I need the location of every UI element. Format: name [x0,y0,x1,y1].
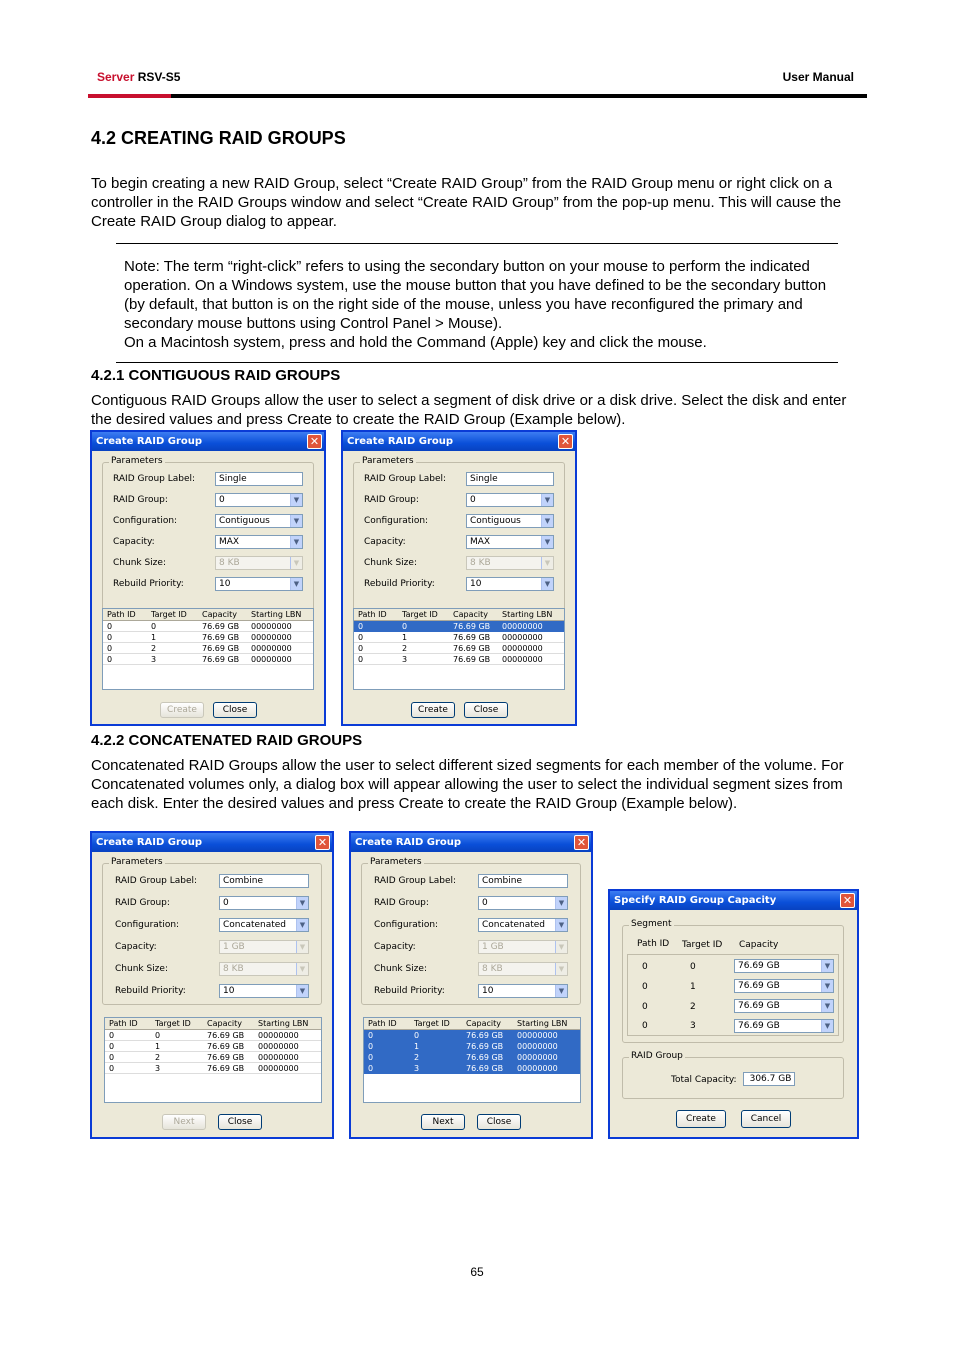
parameters-label: Parameters [362,456,414,466]
parameters-label: Parameters [111,456,163,466]
chunk-size-select: 8 KB ▼ [478,962,568,976]
dialog-title: Specify RAID Group Capacity [614,895,777,906]
raid-group-group [622,1051,844,1099]
parameters-label: Parameters [111,857,163,867]
raid-group-label-label: RAID Group Label: [113,474,196,484]
segment-capacity-select[interactable]: 76.69 GB ▼ [734,959,834,973]
note-text-mac: On a Macintosh system, press and hold the Command (Apple) key and click the mouse. [124,334,707,351]
capacity-label: Capacity: [113,537,155,547]
parameters-label: Parameters [370,857,422,867]
chevron-down-icon[interactable]: ▼ [541,515,553,527]
create-raid-dialog-contiguous-1 [90,430,326,726]
close-button[interactable]: Close [213,702,257,718]
chevron-down-icon[interactable]: ▼ [555,985,567,997]
chevron-down-icon: ▼ [555,941,567,953]
chevron-down-icon[interactable]: ▼ [541,578,553,590]
capacity-label: Capacity: [115,942,157,952]
table-row-selected[interactable]: 0 0 76.69 GB 00000000 [364,1030,580,1041]
parameters-group [353,456,565,626]
segment-capacity-select[interactable]: 76.69 GB ▼ [734,999,834,1013]
close-button[interactable]: Close [464,702,508,718]
dialog-title: Create RAID Group [347,436,454,447]
table-row-selected[interactable]: 0 1 76.69 GB 00000000 [364,1041,580,1052]
create-raid-dialog-concatenated-2 [349,831,593,1139]
dialog-titlebar [92,833,332,852]
total-capacity-value: 306.7 GB [743,1072,795,1086]
table-row[interactable]: 0 2 76.69 GB 00000000 [103,643,313,654]
col-path-id: Path ID [637,939,670,949]
configuration-select[interactable]: Concatenated ▼ [478,918,568,932]
configuration-label: Configuration: [374,920,439,930]
raid-group-select[interactable]: 0 ▼ [219,896,309,910]
chevron-down-icon[interactable]: ▼ [296,985,308,997]
dialog-title: Create RAID Group [96,837,203,848]
table-row-selected[interactable]: 0 0 76.69 GB 00000000 [354,621,564,632]
rebuild-priority-select[interactable]: 10 ▼ [466,577,554,591]
chunk-size-label: Chunk Size: [364,558,417,568]
raid-group-label-label: RAID Group Label: [115,876,198,886]
rebuild-priority-select[interactable]: 10 ▼ [215,577,303,591]
raid-group-label-input[interactable]: Combine [478,874,568,888]
chevron-down-icon[interactable]: ▼ [541,494,553,506]
segment-capacity-select[interactable]: 76.69 GB ▼ [734,1019,834,1033]
create-button[interactable]: Create [676,1110,726,1128]
chevron-down-icon[interactable]: ▼ [290,515,302,527]
chunk-size-label: Chunk Size: [113,558,166,568]
table-row[interactable]: 0 0 76.69 GB 00000000 [103,621,313,632]
header-brand: Server [97,70,135,84]
chevron-down-icon[interactable]: ▼ [821,1020,833,1032]
capacity-label: Capacity: [374,942,416,952]
raid-group-label-label: RAID Group Label: [364,474,447,484]
raid-group-select[interactable]: 0 ▼ [466,493,554,507]
table-row[interactable]: 0 1 76.69 GB 00000000 [105,1041,321,1052]
note-box [124,257,834,352]
raid-group-label-label: RAID Group Label: [374,876,457,886]
rebuild-priority-label: Rebuild Priority: [115,986,186,996]
col-target-id: Target ID [682,940,723,950]
table-row[interactable]: 0 3 76.69 GB 00000000 [354,654,564,665]
chunk-size-label: Chunk Size: [115,964,168,974]
close-button[interactable]: Close [218,1114,262,1130]
rebuild-priority-label: Rebuild Priority: [364,579,435,589]
chevron-down-icon[interactable]: ▼ [541,536,553,548]
disk-list-header: Path ID Target ID Capacity Starting LBN [105,1018,321,1030]
header-rule-accent [88,94,171,98]
chevron-down-icon[interactable]: ▼ [555,897,567,909]
intro-paragraph: To begin creating a new RAID Group, select “Create RAID Group” from the RAID Group menu or right click on a controller in the RAID Groups window and select “Create RAID Group” from the pop-up menu. This will cause the Create RAID Group dialog to appear. [91,175,842,230]
chunk-size-select: 8 KB ▼ [219,962,309,976]
table-row-selected[interactable]: 0 3 76.69 GB 00000000 [364,1063,580,1074]
chevron-down-icon: ▼ [290,557,302,569]
table-row-selected[interactable]: 0 2 76.69 GB 00000000 [364,1052,580,1063]
next-button[interactable]: Next [421,1114,465,1130]
configuration-select[interactable]: Contiguous ▼ [215,514,303,528]
segment-list: 0 0 76.69 GB ▼ 0 1 76.69 GB ▼ 0 2 76.69 GB ▼ 0 3 76.69 GB ▼ [627,954,839,1036]
create-raid-dialog-concatenated-1 [90,831,334,1139]
close-icon[interactable]: ✕ [558,434,573,449]
chevron-down-icon[interactable]: ▼ [821,1000,833,1012]
create-button: Create [160,702,204,718]
parameters-group [361,857,581,1005]
capacity-select: 1 GB ▼ [478,940,568,954]
disk-list-header: Path ID Target ID Capacity Starting LBN [354,609,564,621]
table-row[interactable]: 0 2 76.69 GB 00000000 [105,1052,321,1063]
chevron-down-icon[interactable]: ▼ [555,919,567,931]
contiguous-title: 4.2.1 CONTIGUOUS RAID GROUPS [91,367,341,384]
close-icon[interactable]: ✕ [574,835,589,850]
note-text: Note: The term “right-click” refers to using the secondary button on your mouse to perform the indicated operation. On a Windows system, use the mouse button that you have defined to be the secondary button (by default, that button is on the right side of the mouse, unless you have reconfigured the primary and secondary mouse buttons using Control Panel > Mouse). [124,258,827,332]
disk-list[interactable] [353,608,565,690]
table-row[interactable]: 0 3 76.69 GB 00000000 [105,1063,321,1074]
contiguous-paragraph: Contiguous RAID Groups allow the user to select a segment of disk drive or a disk drive. Select the disk and enter the desired values and press Create to create the RAID Group (Example below). [91,392,847,428]
next-button: Next [162,1114,206,1130]
capacity-select[interactable]: MAX ▼ [215,535,303,549]
parameters-group [102,857,322,1005]
table-row[interactable]: 0 0 76.69 GB 00000000 [105,1030,321,1041]
chevron-down-icon: ▼ [296,941,308,953]
chevron-down-icon[interactable]: ▼ [290,494,302,506]
close-icon[interactable]: ✕ [307,434,322,449]
segment-label: Segment [631,919,672,929]
dialog-titlebar [610,891,857,910]
raid-group-label: RAID Group: [374,898,429,908]
chevron-down-icon[interactable]: ▼ [296,897,308,909]
rebuild-priority-label: Rebuild Priority: [113,579,184,589]
configuration-select[interactable]: Contiguous ▼ [466,514,554,528]
parameters-group [102,456,314,626]
raid-group-label-input[interactable]: Single [215,472,303,486]
raid-group-label: RAID Group [631,1051,683,1061]
dialog-titlebar [92,432,324,451]
section-title: 4.2 CREATING RAID GROUPS [91,128,346,148]
table-row[interactable]: 0 1 76.69 GB 00000000 [354,632,564,643]
note-rule-bottom [116,362,838,363]
note-rule-top [116,243,838,244]
raid-group-select[interactable]: 0 ▼ [478,896,568,910]
segment-capacity-select[interactable]: 76.69 GB ▼ [734,979,834,993]
chevron-down-icon: ▼ [555,963,567,975]
create-button[interactable]: Create [411,702,455,718]
dialog-titlebar [343,432,575,451]
chevron-down-icon[interactable]: ▼ [290,536,302,548]
configuration-label: Configuration: [113,516,178,526]
concatenated-title: 4.2.2 CONCATENATED RAID GROUPS [91,732,363,749]
capacity-label: Capacity: [364,537,406,547]
table-row[interactable]: 0 2 76.69 GB 00000000 [354,643,564,654]
concatenated-paragraph: Concatenated RAID Groups allow the user to select different sized segments for each member of the volume. For Concatenated volumes only, a dialog box will appear allowing the user to select the individual segment sizes from each disk. Enter the desired values and press Create to create the RAID Group (Example below). [91,757,844,812]
dialog-titlebar [351,833,591,852]
chevron-down-icon[interactable]: ▼ [821,960,833,972]
rebuild-priority-select[interactable]: 10 ▼ [219,984,309,998]
col-capacity: Capacity [739,940,779,950]
chevron-down-icon[interactable]: ▼ [296,919,308,931]
disk-list-header: Path ID Target ID Capacity Starting LBN [103,609,313,621]
close-icon[interactable]: ✕ [315,835,330,850]
raid-group-label: RAID Group: [113,495,168,505]
chevron-down-icon: ▼ [541,557,553,569]
specify-capacity-dialog [608,889,859,1139]
configuration-select[interactable]: Concatenated ▼ [219,918,309,932]
segment-group [622,919,844,1043]
header-rule [88,94,867,98]
disk-list[interactable] [104,1017,322,1103]
chunk-size-select: 8 KB ▼ [466,556,554,570]
dialog-title: Create RAID Group [355,837,462,848]
close-icon[interactable]: ✕ [840,893,855,908]
disk-list-header: Path ID Target ID Capacity Starting LBN [364,1018,580,1030]
capacity-select[interactable]: MAX ▼ [466,535,554,549]
capacity-select: 1 GB ▼ [219,940,309,954]
rebuild-priority-select[interactable]: 10 ▼ [478,984,568,998]
raid-group-label-input[interactable]: Combine [219,874,309,888]
total-capacity-label: Total Capacity: [671,1075,737,1085]
page-number: 65 [470,1265,484,1279]
rebuild-priority-label: Rebuild Priority: [374,986,445,996]
raid-group-label: RAID Group: [115,898,170,908]
configuration-label: Configuration: [364,516,429,526]
disk-list[interactable] [363,1017,581,1103]
header-product [97,70,180,84]
raid-group-label-input[interactable]: Single [466,472,554,486]
table-row[interactable]: 0 3 76.69 GB 00000000 [103,654,313,665]
chunk-size-select: 8 KB ▼ [215,556,303,570]
raid-group-select[interactable]: 0 ▼ [215,493,303,507]
header-manual: User Manual [782,70,854,84]
create-raid-dialog-contiguous-2 [341,430,577,726]
table-row[interactable]: 0 1 76.69 GB 00000000 [103,632,313,643]
cancel-button[interactable]: Cancel [741,1110,791,1128]
close-button[interactable]: Close [477,1114,521,1130]
header-model: RSV-S5 [134,70,181,84]
chunk-size-label: Chunk Size: [374,964,427,974]
disk-list[interactable] [102,608,314,690]
chevron-down-icon[interactable]: ▼ [821,980,833,992]
dialog-title: Create RAID Group [96,436,203,447]
chevron-down-icon: ▼ [296,963,308,975]
raid-group-label: RAID Group: [364,495,419,505]
configuration-label: Configuration: [115,920,180,930]
chevron-down-icon[interactable]: ▼ [290,578,302,590]
